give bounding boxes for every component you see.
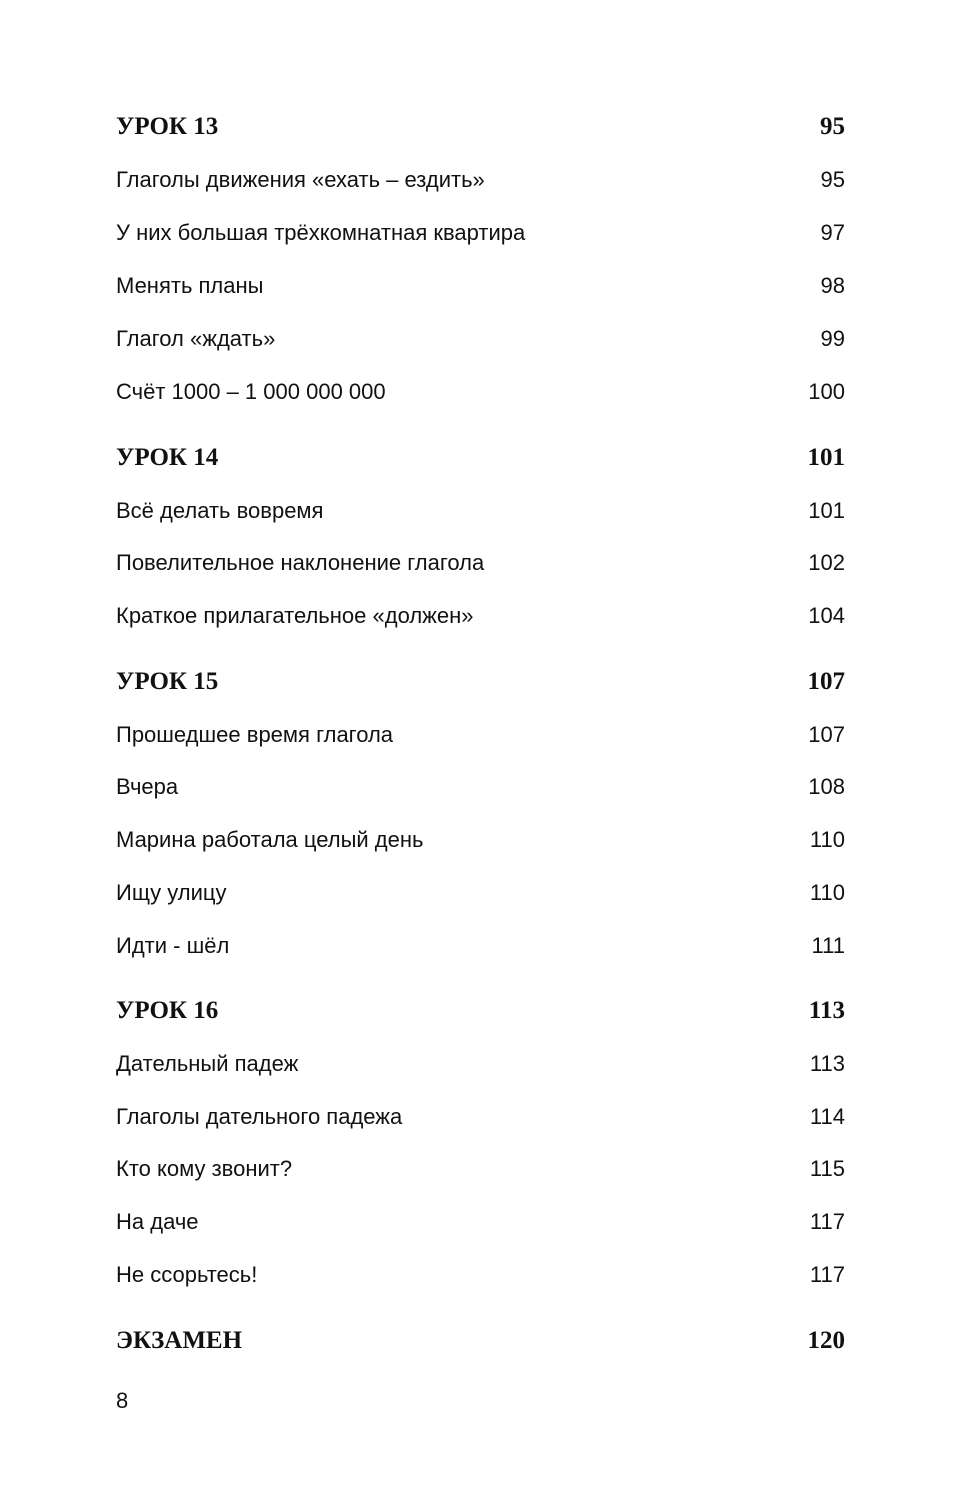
entry-title: Глагол «ждать» [116, 326, 276, 351]
entry-title: Всё делать вовремя [116, 498, 324, 523]
entry-page-number: 117 [809, 1262, 845, 1287]
heading-title: УРОК 16 [116, 997, 219, 1024]
entry-page-number: 117 [809, 1209, 845, 1234]
heading-title: ЭКЗАМЕН [116, 1327, 243, 1354]
entry-page-number: 113 [809, 1051, 845, 1076]
heading-page-number: 107 [807, 668, 845, 695]
entry-title: Вчера [116, 774, 179, 799]
toc-heading-lesson-16[interactable] [116, 997, 845, 1031]
entry-page-number: 98 [820, 273, 845, 298]
entry-title: Не ссорьтесь! [116, 1262, 258, 1287]
toc-heading-lesson-14[interactable] [116, 444, 845, 478]
entry-title: Глаголы движения «ехать – ездить» [116, 167, 485, 192]
toc-heading-lesson-15[interactable] [116, 668, 845, 702]
toc-entry[interactable] [116, 379, 845, 413]
heading-title: УРОК 14 [116, 444, 219, 471]
page-number: 8 [116, 1388, 129, 1413]
entry-title: Дательный падеж [116, 1051, 299, 1076]
entry-page-number: 104 [808, 603, 845, 628]
toc-entry[interactable] [116, 933, 845, 967]
toc-entry[interactable] [116, 1209, 845, 1243]
toc-entry[interactable] [116, 326, 845, 360]
toc-entry[interactable] [116, 550, 845, 584]
entry-page-number: 108 [808, 774, 845, 799]
entry-title: Менять планы [116, 273, 264, 298]
heading-title: УРОК 15 [116, 668, 219, 695]
entry-page-number: 107 [808, 722, 845, 747]
entry-title: У них большая трёхкомнатная квартира [116, 220, 526, 245]
heading-page-number: 101 [807, 444, 845, 471]
entry-page-number: 114 [809, 1104, 845, 1129]
entry-title: Идти - шёл [116, 933, 230, 958]
entry-title: Ищу улицу [116, 880, 227, 905]
heading-page-number: 95 [820, 113, 845, 140]
entry-title: Глаголы дательного падежа [116, 1104, 403, 1129]
toc-entry[interactable] [116, 1156, 845, 1190]
entry-page-number: 102 [808, 550, 845, 575]
entry-page-number: 110 [809, 880, 845, 905]
toc-entry[interactable] [116, 722, 845, 756]
toc-heading-exam[interactable] [116, 1327, 845, 1361]
entry-title: Марина работала целый день [116, 827, 424, 852]
entry-page-number: 101 [808, 498, 845, 523]
entry-page-number: 100 [808, 379, 845, 404]
heading-title: УРОК 13 [116, 113, 219, 140]
toc-entry[interactable] [116, 498, 845, 532]
entry-title: Кто кому звонит? [116, 1156, 293, 1181]
heading-page-number: 113 [808, 997, 845, 1024]
toc-entry[interactable] [116, 167, 845, 201]
toc-entry[interactable] [116, 827, 845, 861]
heading-page-number: 120 [807, 1327, 845, 1354]
toc-entry[interactable] [116, 1262, 845, 1296]
toc-entry[interactable] [116, 880, 845, 914]
entry-title: Счёт 1000 – 1 000 000 000 [116, 379, 386, 404]
toc-entry[interactable] [116, 273, 845, 307]
entry-page-number: 111 [811, 933, 845, 958]
toc-entry[interactable] [116, 220, 845, 254]
entry-title: Краткое прилагательное «должен» [116, 603, 474, 628]
entry-page-number: 99 [820, 326, 845, 351]
entry-title: Прошедшее время глагола [116, 722, 394, 747]
toc-entry[interactable] [116, 1051, 845, 1085]
entry-title: На даче [116, 1209, 199, 1234]
entry-page-number: 110 [809, 827, 845, 852]
toc-entry[interactable] [116, 603, 845, 637]
entry-page-number: 97 [820, 220, 845, 245]
toc-entry[interactable] [116, 1104, 845, 1138]
entry-page-number: 95 [820, 167, 845, 192]
toc-heading-lesson-13[interactable] [116, 113, 845, 147]
entry-page-number: 115 [809, 1156, 845, 1181]
entry-title: Повелительное наклонение глагола [116, 550, 485, 575]
toc-entry[interactable] [116, 774, 845, 808]
